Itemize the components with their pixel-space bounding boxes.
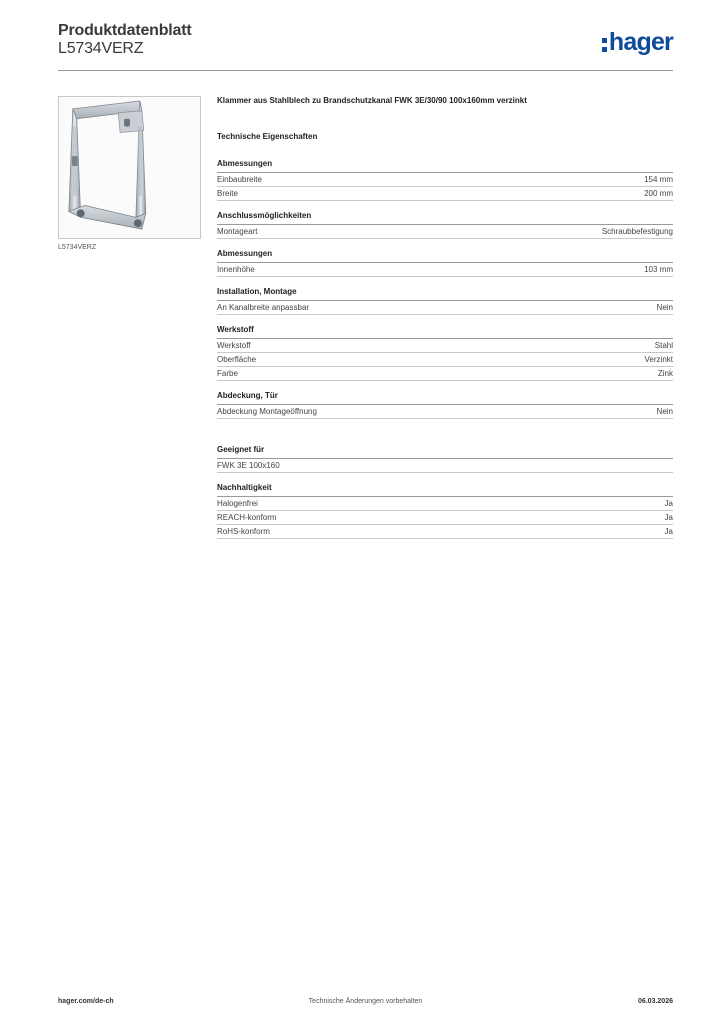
row-label: Einbaubreite — [217, 175, 262, 184]
group-cover — [217, 391, 673, 419]
row-label: Montageart — [217, 227, 258, 236]
product-code: L5734VERZ — [58, 40, 144, 57]
group-suitable-for — [217, 445, 673, 473]
image-caption: L5734VERZ — [58, 244, 97, 251]
row-label: Innenhöhe — [217, 265, 255, 274]
row-label: An Kanalbreite anpassbar — [217, 303, 310, 312]
row-value: Nein — [656, 407, 673, 416]
table-row — [217, 497, 673, 511]
table-row — [217, 301, 673, 315]
table-row — [217, 187, 673, 201]
group-material — [217, 325, 673, 381]
group-sustainability — [217, 483, 673, 539]
bracket-illustration — [59, 97, 200, 238]
table-row — [217, 511, 673, 525]
product-details — [217, 96, 673, 549]
row-label: Oberfläche — [217, 355, 257, 364]
hager-logo — [602, 28, 673, 56]
logo-colon-icon — [602, 38, 607, 52]
row-value: Verzinkt — [644, 355, 673, 364]
group-title: Abdeckung, Tür — [217, 391, 673, 405]
product-description: Klammer aus Stahlblech zu Brandschutzkanal FWK 3E/30/90 100x160mm verzinkt — [217, 96, 527, 105]
table-row — [217, 339, 673, 353]
row-value: Nein — [656, 303, 673, 312]
group-dimensions-2 — [217, 249, 673, 277]
row-value: Stahl — [654, 341, 673, 350]
table-row — [217, 225, 673, 239]
group-title: Werkstoff — [217, 325, 673, 339]
table-row — [217, 405, 673, 419]
row-value: Ja — [664, 513, 673, 522]
logo-text: hager — [608, 27, 673, 56]
group-title: Abmessungen — [217, 249, 673, 263]
row-label: Halogenfrei — [217, 499, 258, 508]
group-title: Anschlussmöglichkeiten — [217, 211, 673, 225]
row-value: Ja — [664, 527, 673, 536]
footer-date: 06.03.2026 — [637, 998, 673, 1005]
row-value: Zink — [657, 369, 673, 378]
properties-heading: Technische Eigenschaften — [217, 132, 318, 141]
row-label: RoHS-konform — [217, 527, 270, 536]
table-row — [217, 353, 673, 367]
row-value: Ja — [664, 499, 673, 508]
table-row — [217, 525, 673, 539]
row-value: 200 mm — [644, 189, 673, 198]
page-footer — [58, 998, 673, 1012]
group-title: Geeignet für — [217, 445, 673, 459]
group-title: Abmessungen — [217, 159, 673, 173]
row-value: 154 mm — [644, 175, 673, 184]
table-row — [217, 263, 673, 277]
footer-website-link[interactable]: hager.com/de-ch — [58, 998, 114, 1005]
row-label: Abdeckung Montageöffnung — [217, 407, 317, 416]
footer-notice: Technische Änderungen vorbehalten — [308, 998, 423, 1005]
row-label: REACH-konform — [217, 513, 277, 522]
group-dimensions — [217, 159, 673, 201]
table-row — [217, 173, 673, 187]
group-title: Nachhaltigkeit — [217, 483, 673, 497]
table-row — [217, 367, 673, 381]
row-value: 103 mm — [644, 265, 673, 274]
group-connection — [217, 211, 673, 239]
row-label: Breite — [217, 189, 238, 198]
table-row — [217, 459, 673, 473]
product-image — [58, 96, 201, 239]
document-title: Produktdatenblatt — [58, 22, 192, 39]
group-installation — [217, 287, 673, 315]
row-label: FWK 3E 100x160 — [217, 461, 280, 470]
row-value: Schraubbefestigung — [601, 227, 673, 236]
row-label: Farbe — [217, 369, 238, 378]
row-label: Werkstoff — [217, 341, 251, 350]
group-title: Installation, Montage — [217, 287, 673, 301]
page-header — [58, 20, 673, 71]
